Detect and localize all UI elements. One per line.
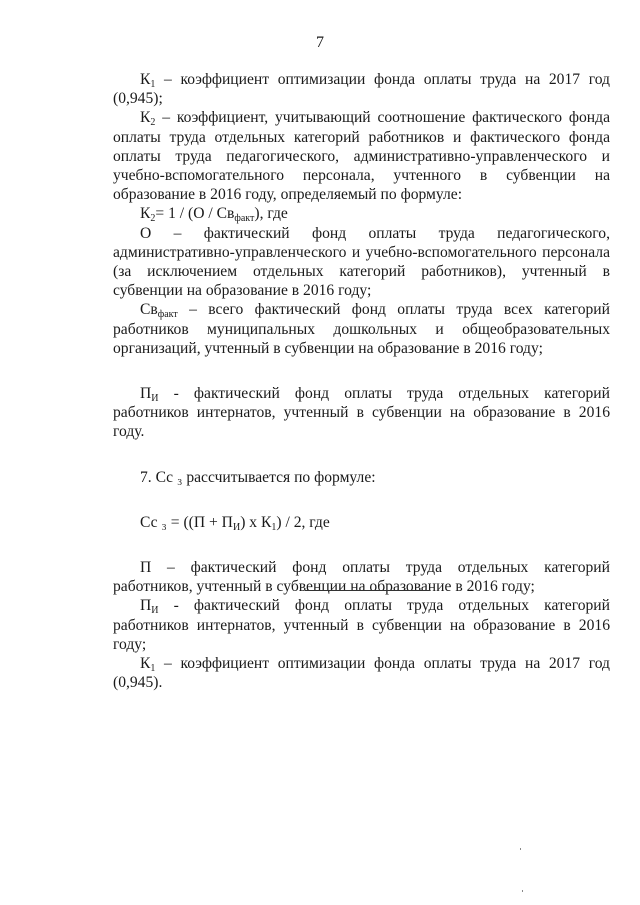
pi-definition <box>113 384 610 442</box>
k1-definition <box>113 70 610 108</box>
cc3-formula-sub-1: 1 <box>271 521 277 533</box>
formula-k2-tail: ), где <box>254 205 288 223</box>
sv-subscript: факт <box>157 309 178 321</box>
cc3-formula-tail: ) / 2, где <box>276 513 330 531</box>
document-body <box>113 70 610 692</box>
spacer <box>113 487 610 513</box>
sv-text: – всего фактический фонд оплаты труда всех категорий работников муниципальных дошкольных и общеобразовательных организаций, учтенный в субвенции на образование в 2016 году; <box>113 301 610 357</box>
k1-symbol: К <box>140 71 151 88</box>
scan-speck <box>522 890 523 892</box>
pi-definition-2 <box>113 596 610 654</box>
pi-text: - фактический фонд оплаты труда отдельных категорий работников интернатов, учтенный в субвенции на образование в 2016 году. <box>113 385 610 441</box>
k2-text: – коэффициент, учитывающий соотношение фактического фонда оплаты труда отдельных категорий работников и фактического фонда оплаты труда педагогического, административно-управленческого и учебно-вспомогательного персонала, учтенного в субвенции на образование в 2016 году, определяемый по формуле: <box>113 109 610 204</box>
pi-symbol-2: П <box>140 597 152 615</box>
formula-k2-subscript: 2 <box>150 213 156 225</box>
k2-formula <box>113 204 610 223</box>
spacer <box>113 358 610 384</box>
k1-text-2: – коэффициент оптимизации фонда оплаты труда на 2017 год (0,945). <box>113 655 610 692</box>
o-definition: О – фактический фонд оплаты труда педагогического, административно-управленческого и учебно-вспомогательного персонала (за исключением отдельных категорий работников), учтенный в субвенции на образование в 2016 году; <box>113 224 610 300</box>
cc3-formula-sub-i: И <box>232 521 241 533</box>
end-divider <box>305 590 430 591</box>
formula-k2-body: = 1 / (О / Св <box>155 205 235 223</box>
k1-subscript: 1 <box>150 79 156 90</box>
k1-text: – коэффициент оптимизации фонда оплаты труда на 2017 год (0,945); <box>113 71 610 108</box>
k2-symbol: К <box>140 109 151 127</box>
sv-fact-definition <box>113 300 610 358</box>
sv-symbol: Св <box>140 301 158 319</box>
k1-subscript-2: 1 <box>150 663 156 675</box>
scan-speck <box>520 848 521 850</box>
pi-subscript-2: И <box>151 605 159 617</box>
k1-definition-2 <box>113 654 610 692</box>
k2-definition <box>113 108 610 204</box>
page-number: 7 <box>316 34 324 51</box>
k2-subscript: 2 <box>150 117 156 129</box>
pi-symbol: П <box>140 385 152 403</box>
spacer <box>113 442 610 468</box>
item7-heading: 7. Сс ₃ рассчитывается по формуле: <box>140 468 376 486</box>
pi-text-2: - фактический фонд оплаты труда отдельных категорий работников интернатов, учтенный в субвенции на образование в 2016 году; <box>113 597 610 653</box>
formula-k2-fact-subscript: факт <box>234 213 255 225</box>
formula-k2-symbol: К <box>140 205 151 223</box>
cc3-formula-mid: ) х К <box>240 513 272 531</box>
cc3-formula-head: Сс ₃ = ((П + П <box>140 513 233 531</box>
pi-subscript: И <box>151 393 159 405</box>
spacer <box>113 532 610 558</box>
p-definition: П – фактический фонд оплаты труда отдельных категорий работников, учтенный в субвенции на образование в 2016 году; <box>113 559 610 596</box>
cc3-formula <box>113 513 610 532</box>
k1-symbol-2: К <box>140 655 151 673</box>
